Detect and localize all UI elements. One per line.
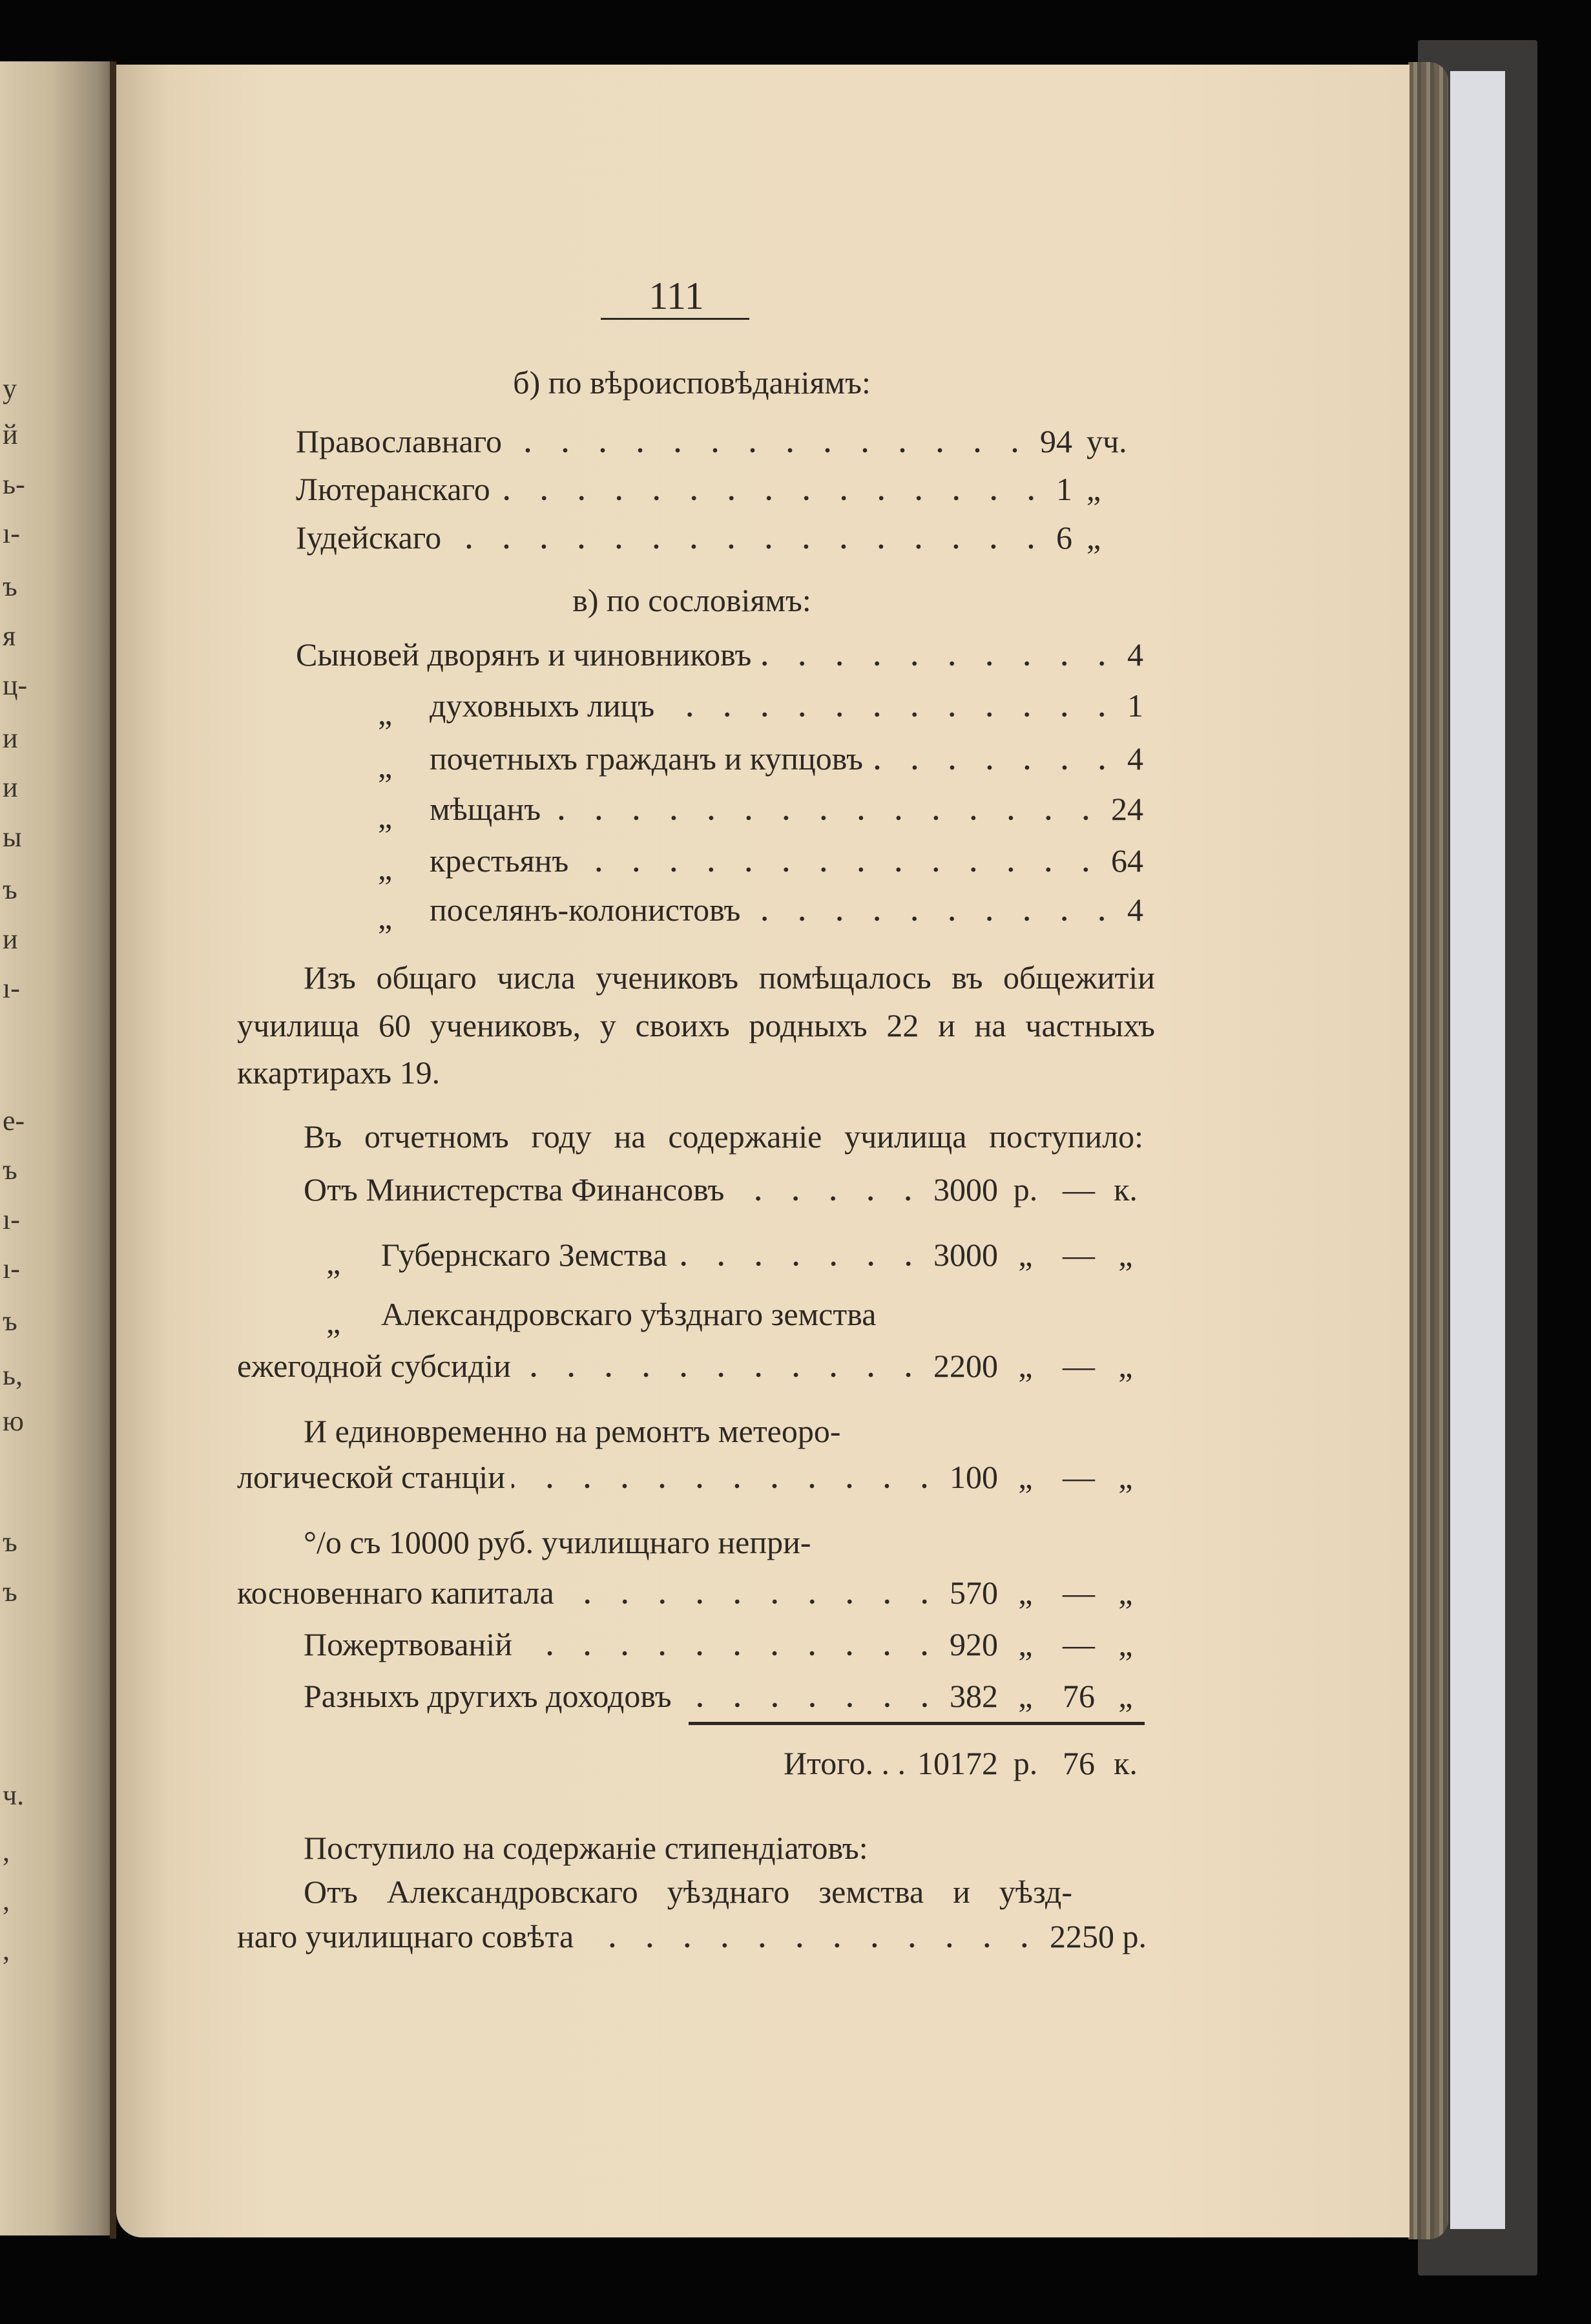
page-edges xyxy=(1408,62,1448,2239)
left-page-fragment: и xyxy=(3,923,18,955)
dot-leader xyxy=(508,419,1034,464)
left-page-fragment: , xyxy=(3,1836,10,1867)
row-label: крестьянъ xyxy=(430,843,569,879)
left-page-fragment: ı- xyxy=(3,518,20,549)
estate-row xyxy=(378,887,1143,936)
rub-unit: р. xyxy=(1013,1171,1038,1208)
left-page-fragment: , xyxy=(3,1885,10,1916)
estate-row xyxy=(296,632,1143,677)
rub-unit: р. xyxy=(1013,1745,1038,1781)
left-page-fragment: й xyxy=(3,419,18,450)
row-value: 1 xyxy=(1056,471,1072,507)
row-label: Пожертвованій xyxy=(304,1626,512,1662)
row-label: Отъ Министерства Финансовъ xyxy=(304,1171,725,1208)
left-page-fragment: ъ xyxy=(3,1526,17,1558)
rub-unit: „ xyxy=(1018,1626,1033,1662)
kop-unit: „ xyxy=(1118,1348,1133,1384)
ditto-mark: „ xyxy=(378,799,393,835)
left-page-fragment: и xyxy=(3,771,18,803)
estates-heading: в) по сословіямъ: xyxy=(572,582,811,618)
row-value: 6 xyxy=(1056,519,1072,556)
total-amount: 10172 xyxy=(917,1745,998,1781)
ditto-mark: „ xyxy=(378,899,393,936)
row-label: почетныхъ гражданъ и купцовъ xyxy=(430,740,864,777)
kopecks: 76 xyxy=(1063,1745,1095,1781)
left-page-fragment: ы xyxy=(3,821,22,853)
row-value: 4 xyxy=(1127,636,1143,673)
stipends-line: Отъ Александровскаго уѣзднаго земства и уѣзд- xyxy=(304,1874,1072,1910)
row-value: 24 xyxy=(1111,791,1143,827)
left-page-fragment: и xyxy=(3,722,18,754)
kop-unit: „ xyxy=(1118,1459,1133,1495)
kopecks: — xyxy=(1063,1575,1095,1611)
income-intro: Въ отчетномъ году на содержаніе училища поступило: xyxy=(304,1118,1143,1155)
paragraph-line: ккартирахъ 19. xyxy=(237,1054,441,1091)
kop-unit: „ xyxy=(1118,1575,1133,1611)
dot-leader xyxy=(580,1914,1043,1959)
rub-unit: „ xyxy=(1018,1348,1033,1384)
row-label: духовныхъ лицъ xyxy=(430,687,655,724)
left-page xyxy=(0,61,115,2235)
left-page-fragment: , xyxy=(3,1934,10,1966)
left-page-fragment: ч. xyxy=(3,1779,25,1811)
kop-unit: „ xyxy=(1118,1626,1133,1662)
income-total-row xyxy=(711,1741,1147,1786)
income-row xyxy=(304,1167,1147,1212)
row-label: Разныхъ другихъ доходовъ xyxy=(304,1678,672,1714)
left-page-fragment: ı- xyxy=(3,972,20,1004)
amount: 570 xyxy=(950,1575,998,1611)
left-page-fragment: е- xyxy=(3,1105,25,1136)
row-label: Сыновей дворянъ и чиновниковъ xyxy=(296,636,752,673)
paragraph-line: училища 60 учениковъ, у своихъ родныхъ 22 и на частныхъ xyxy=(237,1007,1155,1043)
kopecks: — xyxy=(1063,1237,1095,1273)
income-row xyxy=(326,1232,1147,1281)
religion-row xyxy=(296,419,1143,464)
amount: 3000 xyxy=(933,1171,998,1208)
row-label: Православнаго xyxy=(296,423,502,459)
estate-row xyxy=(378,786,1143,835)
left-page-fragment: ъ xyxy=(3,1576,17,1607)
row-label: Губернскаго Земства xyxy=(381,1237,667,1273)
left-page-fragment: ь- xyxy=(3,468,25,500)
dot-leader xyxy=(575,838,1105,883)
left-page-fragment: ı- xyxy=(3,1204,20,1235)
ditto-mark: „ xyxy=(378,695,393,731)
amount: 920 xyxy=(950,1626,998,1662)
rub-unit: „ xyxy=(1018,1575,1033,1611)
dot-leader xyxy=(747,887,1121,932)
row-value: 4 xyxy=(1127,892,1143,928)
stipends-intro: Поступило на содержаніе стипендіатовъ: xyxy=(304,1830,868,1866)
left-page-fragment: ъ xyxy=(3,874,17,905)
amount: 2250 р. xyxy=(1050,1918,1147,1954)
amount: 382 xyxy=(950,1678,998,1714)
left-page-fragment: ц- xyxy=(3,669,28,701)
row-label: мѣщанъ xyxy=(430,791,541,827)
amount: 3000 xyxy=(933,1237,998,1273)
row-label: поселянъ-колонистовъ xyxy=(430,892,741,928)
income-row xyxy=(237,1343,1147,1388)
estate-row xyxy=(378,838,1143,886)
left-page-fragment: ъ xyxy=(3,1305,17,1337)
endpaper-strip xyxy=(1450,71,1505,2229)
estate-row xyxy=(378,736,1143,784)
left-page-fragment: у xyxy=(3,373,17,404)
dot-leader xyxy=(731,1167,927,1212)
kop-unit: к. xyxy=(1114,1171,1138,1208)
kopecks: — xyxy=(1063,1348,1095,1384)
row-unit: „ xyxy=(1087,471,1101,507)
dot-leader xyxy=(674,1232,927,1277)
income-row xyxy=(304,1673,1147,1719)
dot-leader xyxy=(561,1570,943,1615)
kop-unit: „ xyxy=(1118,1678,1133,1714)
left-page-fragment: ı- xyxy=(3,1253,20,1284)
row-unit: уч. xyxy=(1087,423,1127,459)
amount: 2200 xyxy=(933,1348,998,1384)
kopecks: — xyxy=(1063,1626,1095,1662)
left-page-fragment: ю xyxy=(3,1405,24,1437)
income-row xyxy=(237,1454,1147,1500)
left-page-fragment: ъ xyxy=(3,571,17,602)
total-rule xyxy=(689,1722,1145,1725)
income-label-line: И единовременно на ремонтъ метеоро- xyxy=(304,1413,841,1449)
row-value: 64 xyxy=(1111,843,1143,879)
dot-leader xyxy=(448,515,1050,560)
rub-unit: „ xyxy=(1018,1678,1033,1714)
rub-unit: „ xyxy=(1018,1237,1033,1273)
income-row xyxy=(237,1570,1147,1615)
dot-leader xyxy=(758,632,1121,677)
ditto-mark: „ xyxy=(326,1244,341,1281)
page-number: 111 xyxy=(649,275,704,317)
left-page-fragment: ъ xyxy=(3,1154,17,1186)
kop-unit: к. xyxy=(1114,1745,1138,1781)
row-label: косновеннаго капитала xyxy=(237,1575,554,1611)
row-label-line1: Александровскаго уѣзднаго земства xyxy=(381,1296,877,1332)
rub-unit: „ xyxy=(1018,1459,1033,1495)
dot-leader xyxy=(869,736,1121,781)
page-number-rule xyxy=(601,318,749,320)
row-label: ежегодной субсидіи xyxy=(237,1348,511,1384)
dot-leader xyxy=(517,1343,927,1388)
estate-row xyxy=(378,683,1143,731)
religion-row xyxy=(296,466,1143,512)
book-gutter xyxy=(110,61,116,2239)
dot-leader xyxy=(512,1454,943,1500)
income-label-line: °/о съ 10000 руб. училищнаго непри- xyxy=(304,1524,811,1560)
row-value: 1 xyxy=(1127,687,1143,724)
kopecks: 76 xyxy=(1063,1678,1095,1714)
ditto-mark: „ xyxy=(378,748,393,784)
dot-leader xyxy=(661,683,1121,728)
paragraph-line: Изъ общаго числа учениковъ помѣщалось въ общежитіи xyxy=(304,959,1155,996)
row-value: 4 xyxy=(1127,740,1143,777)
religion-heading: б) по вѣроисповѣданіямъ: xyxy=(513,364,871,401)
total-label: Итого. . . xyxy=(783,1745,906,1781)
row-label: Лютеранскаго xyxy=(296,471,490,507)
left-page-fragment: я xyxy=(3,620,16,652)
income-row xyxy=(304,1622,1147,1667)
kopecks: — xyxy=(1063,1171,1095,1208)
row-unit: „ xyxy=(1087,519,1101,556)
kop-unit: „ xyxy=(1118,1237,1133,1273)
religion-row xyxy=(296,515,1143,560)
dot-leader xyxy=(547,786,1105,832)
dot-leader xyxy=(497,466,1050,512)
row-label: логической станціи xyxy=(237,1459,506,1495)
stipends-row xyxy=(237,1914,1147,1959)
row-label: наго училищнаго совѣта xyxy=(237,1918,574,1954)
left-page-fragment: ь, xyxy=(3,1359,23,1391)
row-value: 94 xyxy=(1040,423,1072,459)
income-label-line xyxy=(326,1292,877,1340)
ditto-mark: „ xyxy=(378,850,393,886)
ditto-mark: „ xyxy=(326,1304,341,1340)
dot-leader xyxy=(678,1673,943,1719)
amount: 100 xyxy=(950,1459,998,1495)
row-label: Іудейскаго xyxy=(296,519,442,556)
kopecks: — xyxy=(1063,1459,1095,1495)
dot-leader xyxy=(519,1622,943,1667)
